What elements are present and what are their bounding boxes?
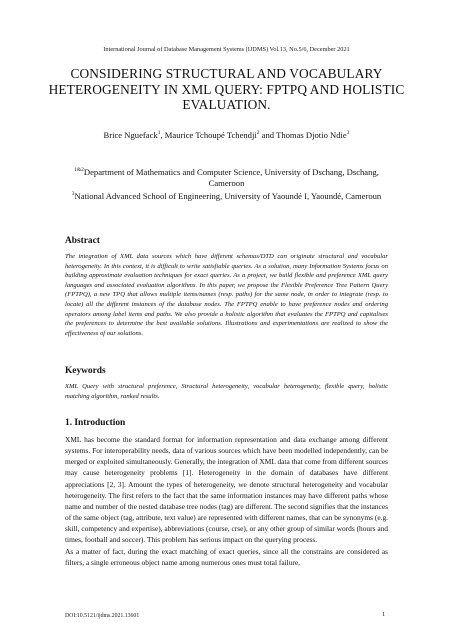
author-name: Brice Nguefack <box>103 130 158 140</box>
affiliation-1 <box>60 165 393 189</box>
intro-paragraph-2: As a matter of fact, during the exact matching of exact queries, since all the constrains are considered as filters, a single erroneous object name among numerous ones must total failure, <box>65 546 388 567</box>
keywords-heading: Keywords <box>65 366 106 376</box>
affiliation-2 <box>60 189 393 202</box>
page-number: 1 <box>382 611 386 618</box>
author-affil-marker: 1 <box>157 130 161 137</box>
author-list <box>30 130 423 140</box>
doi: DOI:10.5121/ijdms.2021.13601 <box>65 613 140 619</box>
journal-header: International Journal of Database Management Systems (IJDMS) Vol.13, No.5/6, December 2021 <box>103 46 350 53</box>
author-separator: and <box>259 130 277 140</box>
introduction-heading: 1. Introduction <box>65 418 126 428</box>
affil-marker: 1&2 <box>74 167 84 173</box>
author-affil-marker: 3 <box>346 130 350 137</box>
paper-title: CONSIDERING STRUCTURAL AND VOCABULARY HETEROGENEITY IN XML QUERY: FPTPQ AND HOLISTIC EVALUATION. <box>48 66 405 113</box>
keywords-body: XML Query with structural preference, Structural heterogeneity, vocabular heterogeneity, flexible query, holistic matching algorithm, ranked results. <box>65 383 388 400</box>
affiliations <box>60 165 393 202</box>
affil-text: Department of Mathematics and Computer Science, University of Dschang, Dschang, Cameroon <box>83 166 379 189</box>
abstract-body: The integration of XML data sources which have different schemas/DTD can originate structural and vocabular heterogeneity. In this context, it is difficult to write satisfiable queries. As a solution, many Information Systems focus on building approximate evaluation techniques for exact queries. As a project, we build flexible and preference XML query languages and associated evaluation algorithms. In this paper, we propose the Flexible Preference Tree Pattern Query (FPTPQ), a new TPQ that allows multiple items/names (resp. paths) for the same node, in order to integrate (resp. to locate) all the different instances of the database nodes. The FPTPQ enable to have preference nodes and ordering operators among label items and paths. We also provide a holistic algorithm that evaluates the FPTPQ and capitalises the preferences to determine the best available solutions. Illustrations and experimentations are realized to show the effectiveness of our solutions. <box>65 253 388 337</box>
affil-marker: 3 <box>71 191 75 198</box>
author-name: Maurice Tchoupé Tchendji <box>164 130 257 140</box>
author-name: Thomas Djotio Ndie <box>276 130 347 140</box>
introduction-body <box>65 434 388 568</box>
abstract-heading: Abstract <box>65 236 100 246</box>
author-affil-marker: 2 <box>256 130 260 137</box>
author-separator: , <box>160 130 165 140</box>
affil-text: National Advanced School of Engineering, University of Yaoundé I, Yaoundé, Cameroun <box>74 191 382 202</box>
intro-paragraph-1: XML has become the standard format for information representation and data exchange among different systems. For interoperability needs, data of various sources which have been modelled independently, can be merged or exploited simultaneously. Generally, the integration of XML data that come from different sources may cause heterogeneity problems [1]. Heterogeneity in the domain of databases have different appreciations [2, 3]. Amount the types of heterogeneity, we denote structural heterogeneity and vocabular heterogeneity. The first refers to the fact that the same information instances may have different paths whose name and number of the nested database tree nodes (tag) are different. The second signifies that the instances of the same object (tag, attribute, text value) are represented with different names, that can be synonyms (e.g. skill, competency and expertise), abbreviations (course, crse), or any other group of similar words (hours and times, football and soccer). This problem has serious impact on the querying process. <box>65 435 388 545</box>
